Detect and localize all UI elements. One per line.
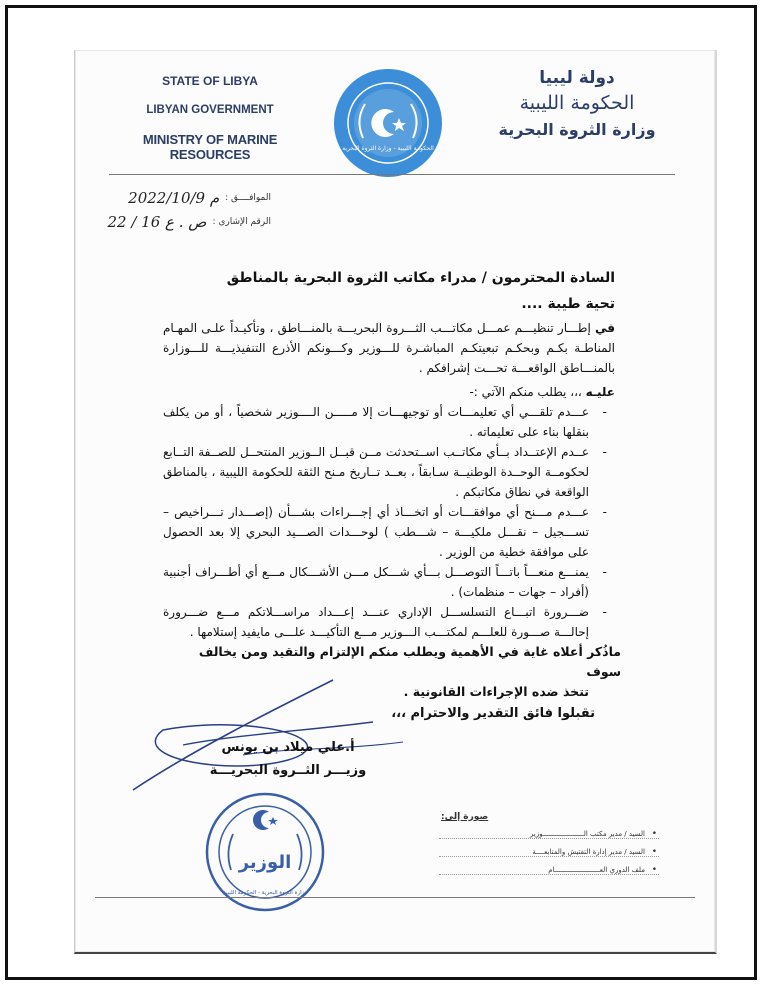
copies-list [439, 830, 659, 875]
list-item: - عــدم الإعتــداد بــأي مكاتــب اســتحدثت مــن قبــل الــوزير المنتحــل للصــفة التــابع لحكومــة الوحــدة الوطنيــة سـابقاً ، بعــد تــاريخ مـنح الثقة للحكومة الليبية ، بالمناطق الواقعة في نطاق مكاتبكم . [163, 442, 615, 502]
header-ar-ministry: وزارة الثروة البحرية [498, 120, 656, 139]
header-arabic [497, 68, 657, 139]
list-item: • السيد / مدير إدارة التفتيش والمتابعــــة [439, 848, 659, 857]
letter-meta [107, 186, 271, 234]
reference-value: ص . ع 16 / 22 [107, 213, 207, 231]
reference-label: الرقم الإشاري : [212, 217, 271, 227]
list-item: • السيد / مدير مكتب الــــــــــــــــــــوزير [439, 830, 659, 839]
list-item: • ملف الدوري العــــــــــــــــــــــام [439, 866, 659, 875]
signer-block [193, 740, 383, 778]
emblem-ring-text: الحكومة الليبية - وزارة الثروة البحرية [342, 145, 434, 152]
signer-title: وزيـــر الثــروة البحريـــة [209, 763, 367, 778]
intro-paragraph [163, 318, 615, 378]
closing-regards: تقبلوا فائق التقدير والاحترام ،،، [391, 706, 595, 721]
stamp-ring-text: وزارة الثروة البحرية - الحكومة الليبية [223, 890, 307, 896]
request-intro-text: ،،، يطلب منكم الآتي :- [469, 385, 586, 399]
letter-page [74, 50, 717, 954]
closing-line-1: ماذُكر أعلاه غاية في الأهمية ويطلب منكم الإلتزام والتقيد ومن يخالف سوف [198, 644, 621, 679]
date-value: 2022/10/9 م [128, 189, 220, 207]
government-emblem-icon [333, 68, 443, 178]
letter-recipients: السادة المحترمون / مدراء مكاتب الثروة البحرية بالمناطق [226, 270, 615, 286]
signer-name: أ.علي ميلاد بن يونس [221, 740, 355, 755]
header-divider [109, 174, 675, 175]
intro-text: إطـــار تنظيـــم عمـــل مكاتـــب الثـــروة البحريـــة بالمنـــاطق ، وتأكيـداً علـى المهـام المناطـة بكـم وبحكـم تبعيتكـم المباشـرة للـــوزير وكـــونكم الأذرع التنفيذيـــة للـــوزارة بالمنـــاطق الواقعـــة تحـــت إشرافكم . [163, 321, 615, 375]
footer-divider [95, 897, 695, 898]
request-intro-bold: عليـه [585, 385, 615, 399]
requests-list [163, 402, 615, 642]
letter-body [163, 268, 621, 724]
list-item: - عـــدم مـــنح أي موافقـــات أو اتخـــاذ أي إجـــراءات بشـــأن (إصـــدار تـــراخيص – تســـجيل – نقـــل ملكيـــة – شـــطب ) لوحـــدات الصـــيد البحري إلا بعد الحصول على موافقة خطية من الوزير . [163, 502, 615, 562]
signature-scribble [123, 670, 423, 800]
intro-lead: في [595, 321, 615, 335]
copies-heading: صورة إلى: [441, 812, 489, 822]
list-item: - يمنـــع منعـــاً باتـــاً التوصـــل بـــأي شـــكل مـــن الأشـــكال مـــع أي أطـــراف أجنبية (أفراد – جهات – منظمات) . [163, 562, 615, 602]
header-ministry: MINISTRY OF MARINE RESOURCES [142, 132, 278, 162]
list-item: - عـــدم تلقـــي أي تعليمـــات أو توجيهـــات إلا مـــــن الــــوزير شخصياً ، أو من يكلف بنقلها بناء على تعليماته . [163, 402, 615, 442]
date-label: الموافــــق : [225, 193, 271, 203]
copies-to [439, 812, 659, 884]
date-row [107, 186, 271, 210]
document-frame [5, 5, 757, 980]
request-intro [163, 382, 615, 402]
letter-greeting: تحية طيبة .... [521, 296, 615, 312]
header-ar-government: الحكومة الليبية [519, 92, 635, 114]
header-english [115, 70, 305, 162]
list-item: - ضـــرورة اتبـــاع التسلســـل الإداري عنـــد إعـــداد مراســـلاتكم مـــع ضـــرورة إحالـــة صـــورة للعلـــم لمكتـــب الـــوزير مـــع التأكيـــد علـــى مايفيد إستلامها . [163, 602, 615, 642]
header-government: LIBYAN GOVERNMENT [146, 104, 274, 116]
header-state: STATE OF LIBYA [162, 74, 258, 88]
header-ar-state: دولة ليبيا [539, 68, 615, 88]
official-stamp-icon [203, 790, 327, 914]
stamp-title: الوزير [238, 852, 292, 873]
reference-row [107, 210, 271, 234]
closing-line-2: تتخذ ضده الإجراءات القانونية . [403, 684, 589, 699]
